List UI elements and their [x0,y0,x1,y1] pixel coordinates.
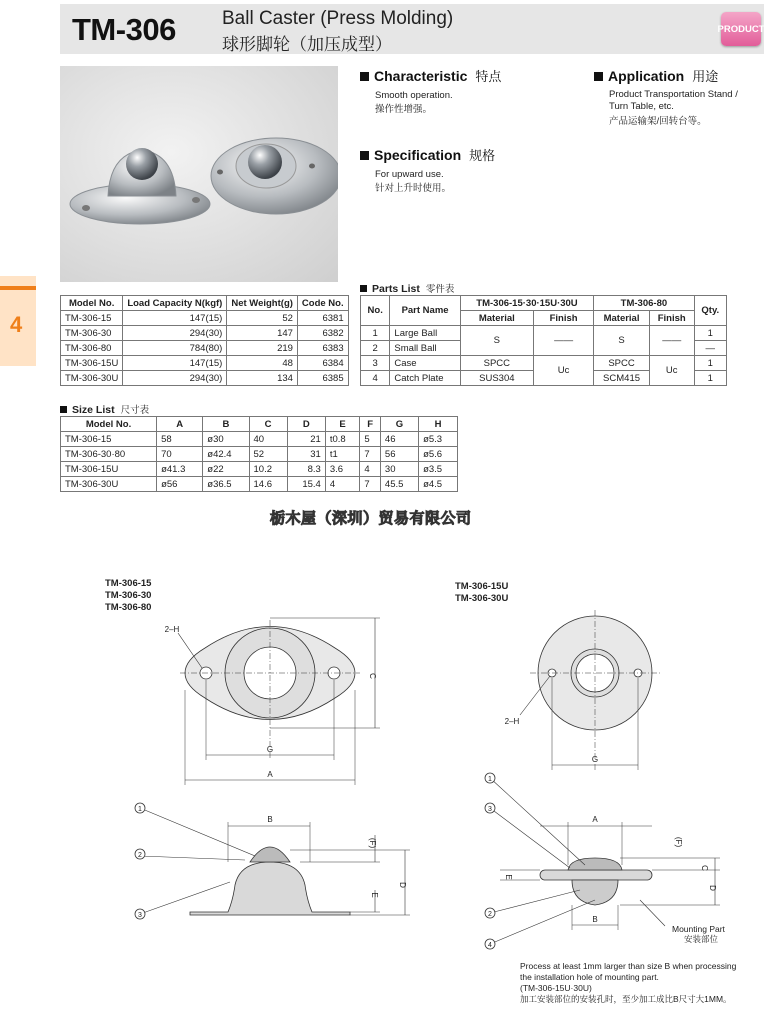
dim-e-left: E [370,892,379,898]
table-row: TM-306-30·80 70 ø42.4 52 31 t1 7 56 ø5.6 [61,447,458,462]
model-number: TM-306 [72,12,176,47]
dim-h-right: 2–H [504,717,520,726]
dim-g-right: G [591,755,599,764]
dim-a-left: A [267,770,273,779]
svg-text:4: 4 [488,942,492,949]
product-title-en: Ball Caster (Press Molding) [222,8,454,29]
application-title: Application [608,68,685,84]
size-list-table [60,416,458,492]
table-row: TM-306-15U ø41.3 ø22 10.2 8.3 3.6 4 30 ø3.5 [61,462,458,477]
header-group2: TM-306-80 [594,296,694,311]
svg-text:1: 1 [138,806,142,813]
specification-en: For upward use. [375,169,444,180]
svg-text:1: 1 [488,776,492,783]
characteristic-en: Smooth operation. [375,90,453,101]
square-bullet-icon [360,285,367,292]
dim-b-left: B [267,815,273,824]
section-number: 4 [10,312,23,337]
section-tab[interactable] [0,276,36,366]
left-drawing-models: TM-306-15 TM-306-30 TM-306-80 [105,578,152,613]
table-row: TM-306-15U 147(15) 48 6384 [61,356,349,371]
processing-note: Process at least 1mm larger than size B when processing the installation hole of mounting part. (TM-306-15U·30U) 加工安装部位的安装孔时，至少加工成比B尺寸大1MM。 [520,961,737,1004]
dim-h-left: 2–H [164,625,180,634]
callout-numbers [135,773,495,949]
square-bullet-icon [360,151,369,160]
technical-drawings [0,600,774,970]
dim-c-right: C [700,865,709,871]
table-row: 2 Small Ball — [361,341,727,356]
table-row: TM-306-30U 294(30) 134 6385 [61,371,349,386]
square-bullet-icon [60,406,67,413]
dim-e-right: E [504,874,513,880]
header-qty: Qty. [694,296,726,326]
table-header-row: Model No. A B C D E F G H [61,417,458,432]
ball-caster-photo-icon [60,66,338,282]
characteristic-cn: 操作性增强。 [375,104,433,115]
characteristic-title: Characteristic [374,68,468,84]
table-row: 1 Large Ball S —— S —— 1 [361,326,727,341]
table-row: 3 Case SPCC Uc SPCC Uc 1 [361,356,727,371]
svg-text:3: 3 [138,912,142,919]
table-row: TM-306-15 147(15) 52 6381 [61,311,349,326]
dim-d-left: D [398,882,407,888]
top-view-round [520,610,660,770]
side-view-right [490,778,720,944]
top-view-flange [178,618,380,785]
square-bullet-icon [594,72,603,81]
product-photo [60,66,338,282]
svg-text:2: 2 [138,852,142,859]
product-badge[interactable]: PRODUCT [721,12,761,46]
header-part: Part Name [390,296,460,326]
table-row: TM-306-15 58 ø30 40 21 t0.8 5 46 ø5.3 [61,432,458,447]
header-code: Code No. [297,296,348,311]
specification-title: Specification [374,147,462,163]
table-row: TM-306-30 294(30) 147 6382 [61,326,349,341]
dim-d-right: D [708,885,717,891]
table-row: TM-306-30U ø56 ø36.5 14.6 15.4 4 7 45.5 ø4.5 [61,477,458,492]
table-header-row [61,296,349,311]
square-bullet-icon [360,72,369,81]
table-row: TM-306-80 784(80) 219 6383 [61,341,349,356]
application-en-1: Product Transportation Stand / [609,89,738,100]
specification-title-cn: 规格 [469,148,496,163]
parts-list-title: Parts List 零件表 [360,281,454,295]
header-no: No. [361,296,390,326]
header-group1: TM-306-15·30·15U·30U [460,296,594,311]
application-en-2: Turn Table, etc. [609,101,674,112]
svg-text:2: 2 [488,911,492,918]
application-title-cn: 用途 [692,69,719,84]
side-view-left [140,808,410,915]
parts-list-table: No. Part Name TM-306-15·30·15U·30U TM-306-80 Qty. Material Finish Material Finish 1 Large Ball S —— S —— 1 2 Small Ball — 3 Case SPCC Uc SPCC Uc 1 4 Catch Plate SUS304 SCM415 1 [360,295,727,386]
characteristic-section [360,66,501,117]
tab-accent [0,286,36,290]
dim-f-left: (F) [368,837,377,849]
table-row: 4 Catch Plate SUS304 SCM415 1 [361,371,727,386]
header-model: Model No. [61,296,123,311]
application-section [594,66,738,128]
header-load: Load Capacity N(kgf) [123,296,227,311]
dim-f-right: (F) [674,836,683,848]
header-weight: Net Weight(g) [227,296,298,311]
right-drawing-models: TM-306-15U TM-306-30U [455,581,509,604]
mounting-part-label: Mounting Part 安装部位 [672,924,725,944]
dim-g-left: G [266,745,274,754]
dim-a-right: A [592,815,598,824]
specification-cn: 针对上升时使用。 [375,183,452,194]
model-table [60,295,349,386]
dim-b-right: B [592,915,598,924]
characteristic-title-cn: 特点 [475,69,502,84]
application-cn: 产品运输架/回转台等。 [609,116,707,127]
specification-section [360,145,495,196]
company-name: 栃木屋（深圳）贸易有限公司 [270,510,472,527]
product-title-cn: 球形脚轮（加压成型） [222,35,392,54]
svg-text:3: 3 [488,806,492,813]
dim-c-left: C [368,673,377,679]
size-list-title: Size List 尺寸表 [60,402,149,416]
